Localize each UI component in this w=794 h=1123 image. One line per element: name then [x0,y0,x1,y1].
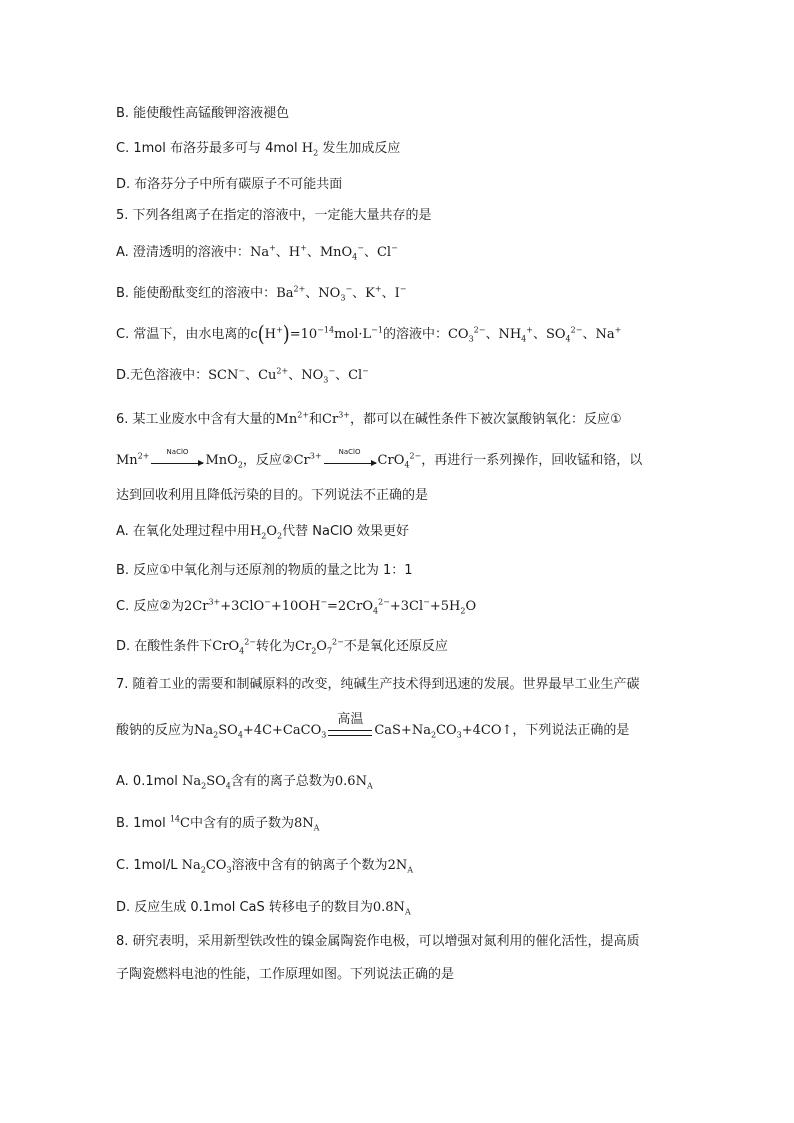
option-6d: D. 在酸性条件下CrO$_4^{2-}$转化为$Cr_2O_7^{2-}$不是氧化还原反应 [116,637,448,656]
option-4b: B. 能使酸性高锰酸钾溶液褪色 [116,106,290,121]
question-7: 7. 随着工业的需要和制碱原料的改变，纯碱生产技术得到迅速的发展。世界最早工业生产碳 [116,677,640,692]
option-6b: B. 反应①中氧化剂与还原剂的物质的量之比为 1：1 [116,563,413,578]
reaction-condition: 高温 [328,726,372,736]
option-7b: B. 1mol $^{14}$C中含有的质子数为$8N_A$ [116,814,320,833]
option-4d: D. 布洛芬分子中所有碳原子不可能共面 [116,177,343,192]
option-4c: C. 1mol 布洛芬最多可与 4mol $H_2$ 发生加成反应 [116,141,401,158]
option-7a: A. 0.1mol $Na_2SO_4$含有的离子总数为$0.6N_A$ [116,774,373,791]
option-7d: D. 反应生成 0.1mol CaS 转移电子的数目为$0.8N_A$ [116,900,411,917]
option-5a: A. 澄清透明的溶液中：Na+、H+、MnO$_4$−、Cl− [116,243,398,262]
reaction-arrow: NaClO [151,457,203,464]
ion-list: SCN−、$Cu^{2+}$、$NO_3^-$、Cl− [208,366,369,385]
question-5: 5. 下列各组离子在指定的溶液中，一定能大量共存的是 [116,208,432,223]
option-6a: A. 在氧化处理过程中用$H_2O_2$代替 NaClO 效果更好 [116,524,410,541]
concentration-expression: $c(H^+)=10^{-14}mol\cdot L^{-1}$ [250,321,383,347]
question-7-equation: 酸钠的反应为$Na_2SO_4+4C+CaCO_3$ 高温 $CaS+Na_2CO_3+4CO↑$，下列说法正确的是 [116,711,630,740]
question-8-cont: 子陶瓷燃料电池的性能，工作原理如图。下列说法正确的是 [116,967,455,982]
ion-list: Na+、H+、MnO$_4$−、Cl− [249,243,398,262]
option-5d: D.无色溶液中：SCN−、$Cu^{2+}$、$NO_3^-$、Cl− [116,366,369,385]
ion-list: $Ba^{2+}$、$NO_3^-$、K+、I− [276,284,407,303]
question-8: 8. 研究表明，采用新型铁改性的镍金属陶瓷作电极，可以增强对氮利用的催化活性，提高质 [116,934,640,949]
question-6-reactions: $Mn^{2+}$ NaClO MnO$_2$，反应$②Cr^{3+}$ NaClO CrO$_4^{2-}$，再进行一系列操作，回收锰和铬，以 [116,448,643,470]
formula-h2: $H_2$ [301,141,319,158]
reaction-arrow: NaClO [324,457,376,464]
option-6c: C. 反应②为$2Cr^{3+}+3ClO^-+10OH^-=2CrO_4^{2-}+3Cl^-+5H_2O$ [116,597,477,616]
option-5b: B. 能使酚酞变红的溶液中：$Ba^{2+}$、$NO_3^-$、K+、I− [116,284,407,303]
ion-list: $CO_3^{2-}$、$NH_4^+$、$SO_4^{2-}$、Na+ [447,325,622,344]
question-6: 6. 某工业废水中含有大量的$Mn^{2+}$和$Cr^{3+}$，都可以在碱性条件下被次氯酸钠氧化：反应① [116,410,622,427]
option-7c: C. 1mol/L $Na_2CO_3$溶液中含有的钠离子个数为$2N_A$ [116,858,413,875]
option-5c: C. 常温下，由水电离的$c(H^+)=10^{-14}mol\cdot L^{-1}$的溶液中：$CO_3^{2-}$、$NH_4^+$、$SO_4^{2-}$、Na+ [116,321,622,347]
question-6-cont: 达到回收利用且降低污染的目的。下列说法不正确的是 [116,488,429,503]
ionic-equation: $2Cr^{3+}+3ClO^-+10OH^-=2CrO_4^{2-}+3Cl^-+5H_2O$ [184,597,477,616]
